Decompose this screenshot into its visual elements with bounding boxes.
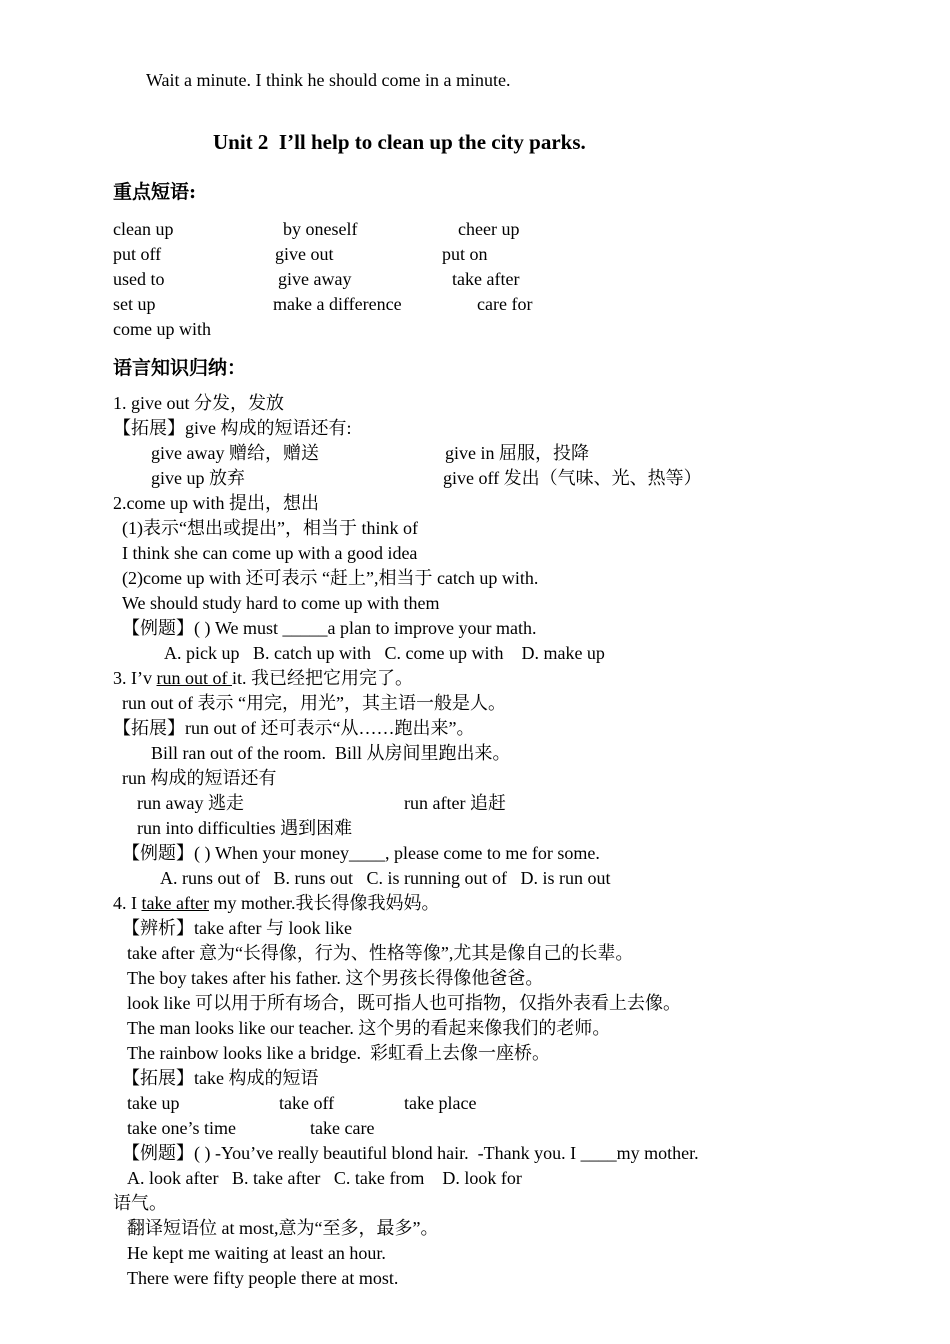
phrase: give in 屈服，投降 xyxy=(445,443,589,463)
knowledge-heading: 语言知识归纳： xyxy=(113,357,247,379)
phrase: set up xyxy=(113,294,156,314)
example-sentence: The rainbow looks like a bridge. 彩虹看上去像一座桥。 xyxy=(127,1043,550,1063)
exercise-question: 【例题】( ) -You’ve really beautiful blond hair. -Thank you. I ____my mother. xyxy=(122,1143,699,1163)
underlined-phrase: take after xyxy=(141,893,209,913)
example-sentence: Bill ran out of the room. Bill 从房间里跑出来。 xyxy=(151,743,511,763)
phrase: make a difference xyxy=(273,294,402,314)
meaning-note: run 构成的短语还有 xyxy=(122,768,277,788)
phrase: take place xyxy=(404,1093,477,1113)
phrase: run away 逃走 xyxy=(137,793,244,813)
extension-note: 【拓展】run out of 还可表示“从……跑出来”。 xyxy=(113,718,475,738)
exercise-question: 【例题】( ) We must _____a plan to improve your math. xyxy=(122,618,537,638)
meaning-note: run out of 表示 “用完，用光”，其主语一般是人。 xyxy=(122,693,506,713)
meaning-note: (1)表示“想出或提出”，相当于 think of xyxy=(122,518,418,538)
intro-line: Wait a minute. I think he should come in a minute. xyxy=(146,70,511,90)
note-line: 翻译短语位 at most,意为“至多，最多”。 xyxy=(127,1218,439,1238)
phrase: cheer up xyxy=(458,219,520,239)
exercise-question: 【例题】( ) When your money____, please come to me for some. xyxy=(122,843,600,863)
section-title xyxy=(113,666,413,690)
phrase: run after 追赶 xyxy=(404,793,506,813)
phrase: give away 赠给，赠送 xyxy=(151,443,319,463)
phrase: give out xyxy=(275,244,334,264)
phrase: give off 发出（气味、光、热等） xyxy=(443,468,702,488)
phrase: used to xyxy=(113,269,165,289)
title-prefix: 4. I xyxy=(113,893,142,913)
exercise-options: A. runs out of B. runs out C. is running out of D. is run out xyxy=(160,868,611,888)
example-sentence: We should study hard to come up with them xyxy=(122,593,440,613)
phrase: take one’s time xyxy=(127,1118,236,1138)
title-suffix: it. 我已经把它用完了。 xyxy=(232,668,414,688)
section-title xyxy=(113,891,439,915)
meaning-note: (2)come up with 还可表示 “赶上”,相当于 catch up with. xyxy=(122,568,539,588)
phrase: give away xyxy=(278,269,352,289)
phrase: give up 放弃 xyxy=(151,468,245,488)
title-prefix: 3. I’v xyxy=(113,668,157,688)
extension-note: 【拓展】take 构成的短语 xyxy=(122,1068,319,1088)
example-sentence: I think she can come up with a good idea xyxy=(122,543,418,563)
section-title: 1. give out 分发，发放 xyxy=(113,393,284,413)
phrase: take up xyxy=(127,1093,180,1113)
phrase: run into difficulties 遇到困难 xyxy=(137,818,353,838)
comparison-note: 【辨析】take after 与 look like xyxy=(122,918,352,938)
example-sentence: The man looks like our teacher. 这个男的看起来像我们的老师。 xyxy=(127,1018,611,1038)
phrases-heading: 重点短语: xyxy=(113,181,197,203)
note-line: 语气。 xyxy=(113,1193,167,1213)
example-sentence: The boy takes after his father. 这个男孩长得像他爸爸。 xyxy=(127,968,544,988)
section-title: 2.come up with 提出，想出 xyxy=(113,493,319,513)
phrase: come up with xyxy=(113,319,211,339)
unit-title: Unit 2 I’ll help to clean up the city parks. xyxy=(213,130,586,154)
exercise-options: A. pick up B. catch up with C. come up with D. make up xyxy=(164,643,605,663)
phrase: take off xyxy=(279,1093,335,1113)
example-sentence: He kept me waiting at least an hour. xyxy=(127,1243,386,1263)
phrase: care for xyxy=(477,294,533,314)
phrase: by oneself xyxy=(283,219,358,239)
exercise-options: A. look after B. take after C. take from D. look for xyxy=(127,1168,522,1188)
phrase: take care xyxy=(310,1118,375,1138)
meaning-note: take after 意为“长得像，行为、性格等像”,尤其是像自己的长辈。 xyxy=(127,943,634,963)
phrase: clean up xyxy=(113,219,174,239)
phrase: put on xyxy=(442,244,488,264)
underlined-phrase: run out of xyxy=(156,668,232,688)
phrase: put off xyxy=(113,244,162,264)
title-suffix: my mother.我长得像我妈妈。 xyxy=(208,893,440,913)
extension-note: 【拓展】give 构成的短语还有: xyxy=(113,418,352,438)
phrase: take after xyxy=(452,269,520,289)
meaning-note: look like 可以用于所有场合，既可指人也可指物，仅指外表看上去像。 xyxy=(127,993,681,1013)
example-sentence: There were fifty people there at most. xyxy=(127,1268,399,1288)
